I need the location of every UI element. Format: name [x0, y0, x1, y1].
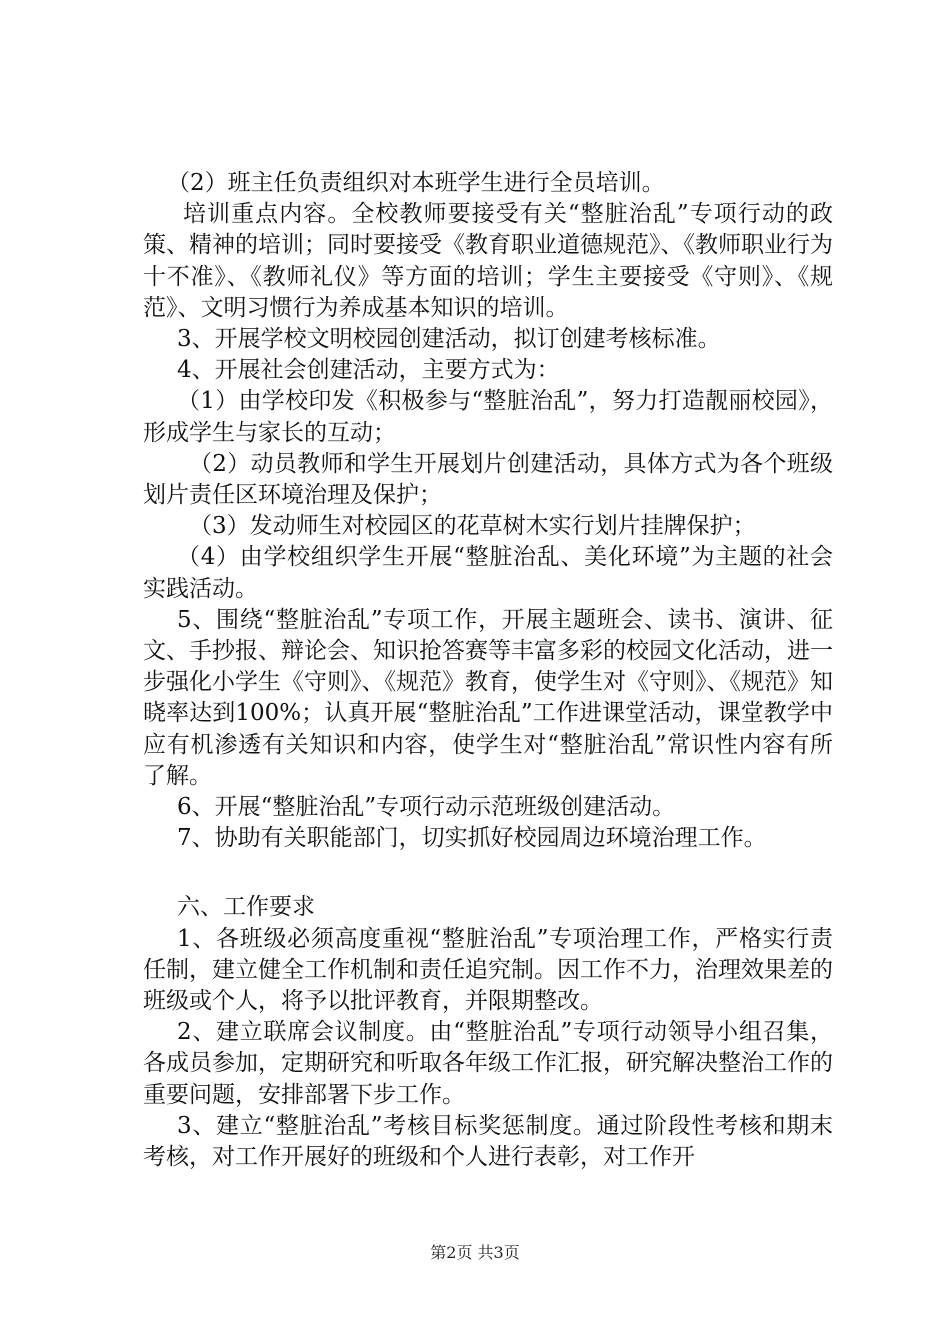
- paragraph: 六、工作要求: [177, 894, 315, 921]
- page-number-label: 第2页 共3页: [430, 1243, 520, 1262]
- paragraph: （1）由学校印发《积极参与“整脏治乱”，努力打造靓丽校园》，形成学生与家长的互动；: [143, 388, 833, 446]
- paragraph: 4、开展社会创建活动，主要方式为：: [177, 357, 560, 384]
- paragraph: 2、建立联席会议制度。由“整脏治乱”专项行动领导小组召集，各成员参加，定期研究和听取各年级工作汇报，研究解决整治工作的重要问题，安排部署下步工作。: [143, 1019, 833, 1108]
- paragraph: 培训重点内容。全校教师要接受有关“整脏治乱”专项行动的政策、精神的培训；同时要接受《教育职业道德规范》、《教师职业行为十不准》、《教师礼仪》等方面的培训；学生主要接受《守则》、《规范》、文明习惯行为养成基本知识的培训。: [143, 201, 833, 321]
- paragraph: 7、协助有关职能部门，切实抓好校园周边环境治理工作。: [177, 825, 767, 852]
- paragraph: （4）由学校组织学生开展“整脏治乱、美化环境”为主题的社会实践活动。: [143, 544, 833, 602]
- document-body: [143, 168, 833, 1173]
- paragraph: （2）班主任负责组织对本班学生进行全员培训。: [167, 170, 665, 196]
- paragraph: 6、开展“整脏治乱”专项行动示范班级创建活动。: [177, 794, 676, 821]
- paragraph: （3）发动师生对校园区的花草树木实行划片挂牌保护；: [189, 513, 756, 540]
- paragraph: 1、各班级必须高度重视“整脏治乱”专项治理工作，严格实行责任制，建立健全工作机制和责任追究制。因工作不力，治理效果差的班级或个人，将予以批评教育，并限期整改。: [143, 925, 833, 1015]
- paragraph: 5、围绕“整脏治乱”专项工作，开展主题班会、读书、演讲、征文、手抄报、辩论会、知识抢答赛等丰富多彩的校园文化活动，进一步强化小学生《守则》、《规范》教育，使学生对《守则》、《规范》知晓率达到100%；认真开展“整脏治乱”工作进课堂活动，课堂教学中应有机渗透有关知识和内容，使学生对“整脏治乱”常识性内容有所了解。: [143, 606, 833, 789]
- paragraph: （2）动员教师和学生开展划片创建活动，具体方式为各个班级划片责任区环境治理及保护；: [143, 450, 833, 509]
- paragraph: 3、开展学校文明校园创建活动，拟订创建考核标准。: [177, 326, 721, 353]
- paragraph: 3、建立“整脏治乱”考核目标奖惩制度。通过阶段性考核和期末考核，对工作开展好的班级和个人进行表彰，对工作开: [143, 1112, 833, 1171]
- page-footer: [0, 1240, 950, 1263]
- paragraph-gap: [143, 854, 833, 892]
